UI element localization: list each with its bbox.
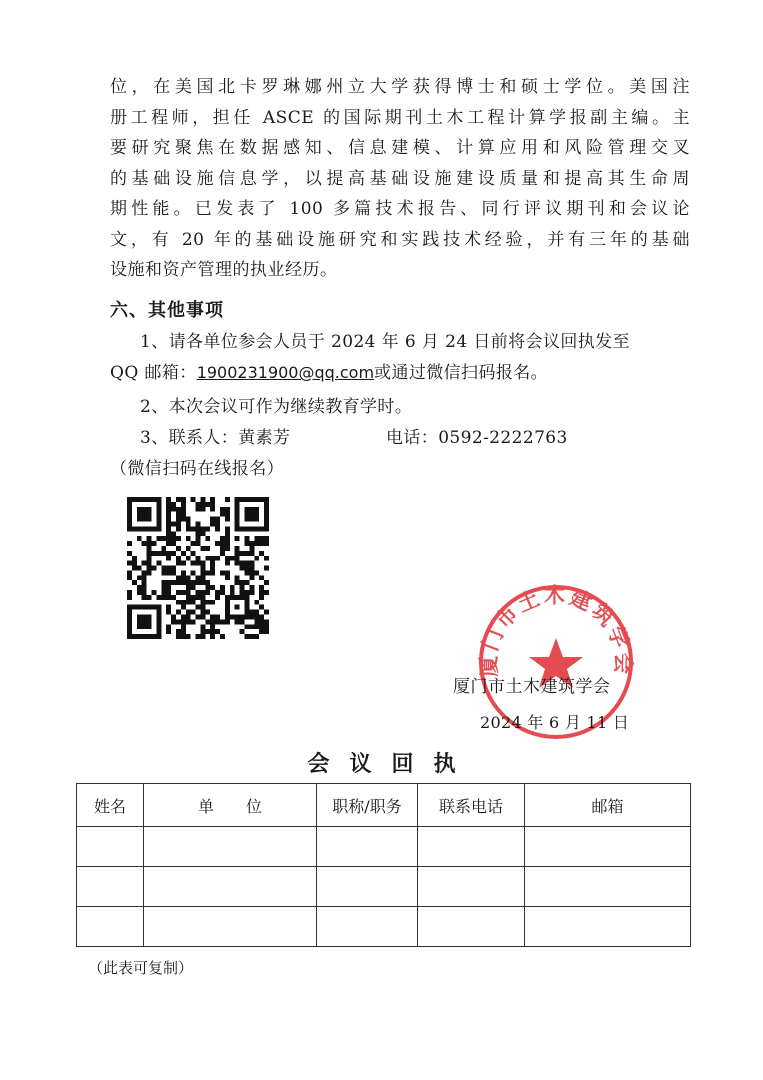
table-header-row [77, 784, 691, 827]
signature-date: 2024 年 6 月 11 日 [480, 713, 630, 732]
section-heading: 六、其他事项 [110, 300, 224, 321]
table-cell[interactable] [317, 867, 418, 907]
item-2: 2、本次会议可作为继续教育学时。 [140, 397, 413, 417]
table-row [77, 907, 691, 947]
table-cell[interactable] [77, 907, 144, 947]
intro-line: 文，有 20 年的基础设施研究和实践技术经验，并有三年的基础 [110, 229, 690, 250]
table-cell[interactable] [418, 867, 525, 907]
intro-line: 要研究聚焦在数据感知、信息建模、计算应用和风险管理交叉 [110, 138, 690, 158]
table-note: （此表可复制） [88, 959, 194, 977]
item-1-line-2 [110, 358, 548, 383]
table-cell[interactable] [418, 827, 525, 867]
column-header-phone: 联系电话 [418, 784, 525, 827]
intro-line: 位，在美国北卡罗琳娜州立大学获得博士和硕士学位。美国注 [110, 77, 690, 97]
qr-code-icon[interactable] [127, 497, 269, 639]
reply-form-table [76, 783, 691, 947]
table-cell[interactable] [525, 867, 691, 907]
seal-text: 厦门市土木建筑学会 [476, 583, 636, 678]
table-cell[interactable] [525, 827, 691, 867]
item-3-contact: 3、联系人：黄素芳 [140, 428, 291, 448]
intro-paragraph [110, 72, 690, 286]
table-cell[interactable] [317, 827, 418, 867]
table-cell[interactable] [144, 907, 317, 947]
table-cell[interactable] [77, 827, 144, 867]
signature-org: 厦门市土木建筑学会 [453, 677, 611, 697]
item-1-line-1: 1、请各单位参会人员于 2024 年 6 月 24 日前将会议回执发至 [140, 332, 630, 352]
table-row [77, 827, 691, 867]
table-cell[interactable] [418, 907, 525, 947]
reply-form-title: 会议回执 [307, 751, 476, 777]
table-cell[interactable] [525, 907, 691, 947]
table-cell[interactable] [144, 827, 317, 867]
qr-caption: （微信扫码在线报名） [110, 459, 284, 479]
intro-line: 册工程师，担任 ASCE 的国际期刊土木工程计算学报副主编。主 [110, 107, 690, 128]
table-cell[interactable] [317, 907, 418, 947]
email-prefix: QQ 邮箱： [110, 363, 197, 383]
table-cell[interactable] [77, 867, 144, 907]
table-row [77, 867, 691, 907]
email-link[interactable]: 1900231900@qq.com [196, 363, 375, 382]
intro-line: 的基础设施信息学，以提高基础设施建设质量和提高其生命周 [110, 168, 690, 189]
column-header-name: 姓名 [77, 784, 144, 827]
column-header-email: 邮箱 [525, 784, 691, 827]
intro-line: 设施和资产管理的执业经历。 [110, 260, 338, 280]
email-suffix: 或通过微信扫码报名。 [374, 363, 549, 383]
item-3-phone: 电话：0592-2222763 [386, 428, 568, 448]
column-header-unit: 单 位 [144, 784, 317, 827]
table-cell[interactable] [144, 867, 317, 907]
column-header-title: 职称/职务 [317, 784, 418, 827]
intro-line: 期性能。已发表了 100 多篇技术报告、同行评议期刊和会议论 [110, 199, 690, 219]
